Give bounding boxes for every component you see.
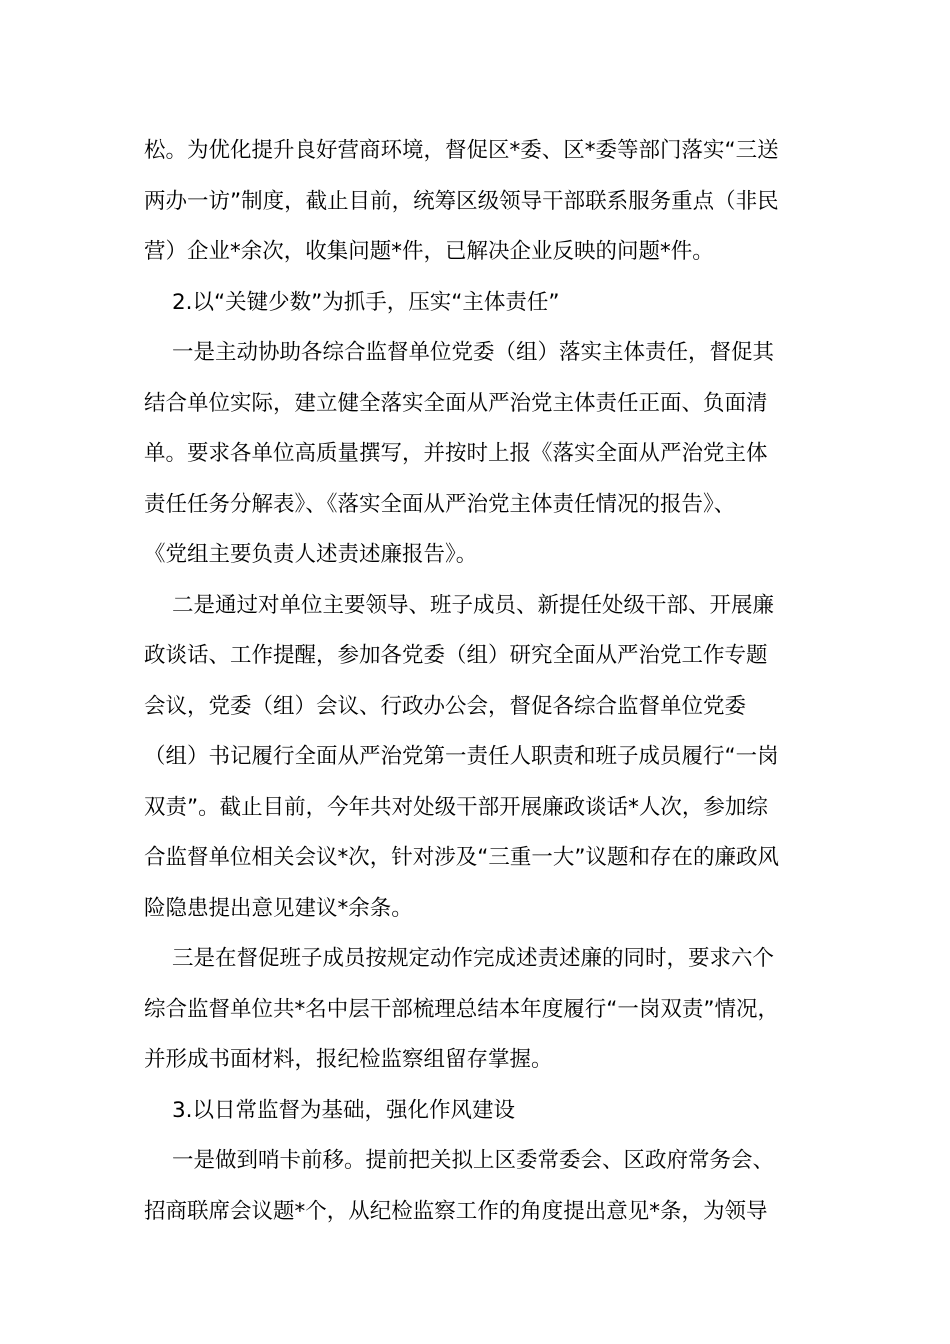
section-heading: 3.以日常监督为基础，强化作风建设: [172, 1097, 516, 1123]
document-body: [144, 126, 814, 1237]
text-line: 并形成书面材料，报纪检监察组留存掌握。: [144, 1047, 553, 1072]
paragraph-start: 一是主动协助各综合监督单位党委（组）落实主体责任，督促其: [172, 340, 775, 365]
text-line: 结合单位实际，建立健全落实全面从严治党主体责任正面、负面清: [144, 390, 768, 416]
paragraph-start: 二是通过对单位主要领导、班子成员、新提任处级干部、开展廉: [172, 592, 775, 618]
text-line: 合监督单位相关会议*次，针对涉及“三重一大”议题和存在的廉政风: [144, 845, 780, 870]
text-line: 《党组主要负责人述责述廉报告》。: [144, 542, 478, 567]
text-line: 招商联席会议题*个，从纪检监察工作的角度提出意见*条，为领导: [144, 1198, 768, 1224]
text-line: 综合监督单位共*名中层干部梳理总结本年度履行“一岗双责”情况，: [144, 996, 780, 1022]
text-line: 单。要求各单位高质量撰写，并按时上报《落实全面从严治党主体: [144, 441, 768, 466]
paragraph-start: 三是在督促班子成员按规定动作完成述责述廉的同时，要求六个: [172, 946, 775, 971]
text-line: 会议，党委（组）会议、行政办公会，督促各综合监督单位党委: [144, 693, 747, 719]
text-line: 险隐患提出意见建议*余条。: [144, 895, 413, 921]
text-line: 松。为优化提升良好营商环境，督促区*委、区*委等部门落实“三送: [144, 138, 779, 163]
text-line: 政谈话、工作提醒，参加各党委（组）研究全面从严治党工作专题: [144, 643, 768, 668]
text-line: （组）书记履行全面从严治党第一责任人职责和班子成员履行“一岗: [144, 744, 779, 769]
paragraph-start: 一是做到哨卡前移。提前把关拟上区委常委会、区政府常务会、: [172, 1148, 775, 1173]
section-heading: 2.以“关键少数”为抓手，压实“主体责任”: [172, 289, 560, 315]
text-line: 两办一访”制度，截止目前，统筹区级领导干部联系服务重点（非民: [144, 188, 779, 214]
text-line: 责任任务分解表》、《落实全面从严治党主体责任情况的报告》、: [144, 491, 736, 517]
text-line: 双责”。截止目前，今年共对处级干部开展廉政谈话*人次，参加综: [144, 794, 768, 820]
text-line: 营）企业*余次，收集问题*件，已解决企业反映的问题*件。: [144, 239, 714, 264]
